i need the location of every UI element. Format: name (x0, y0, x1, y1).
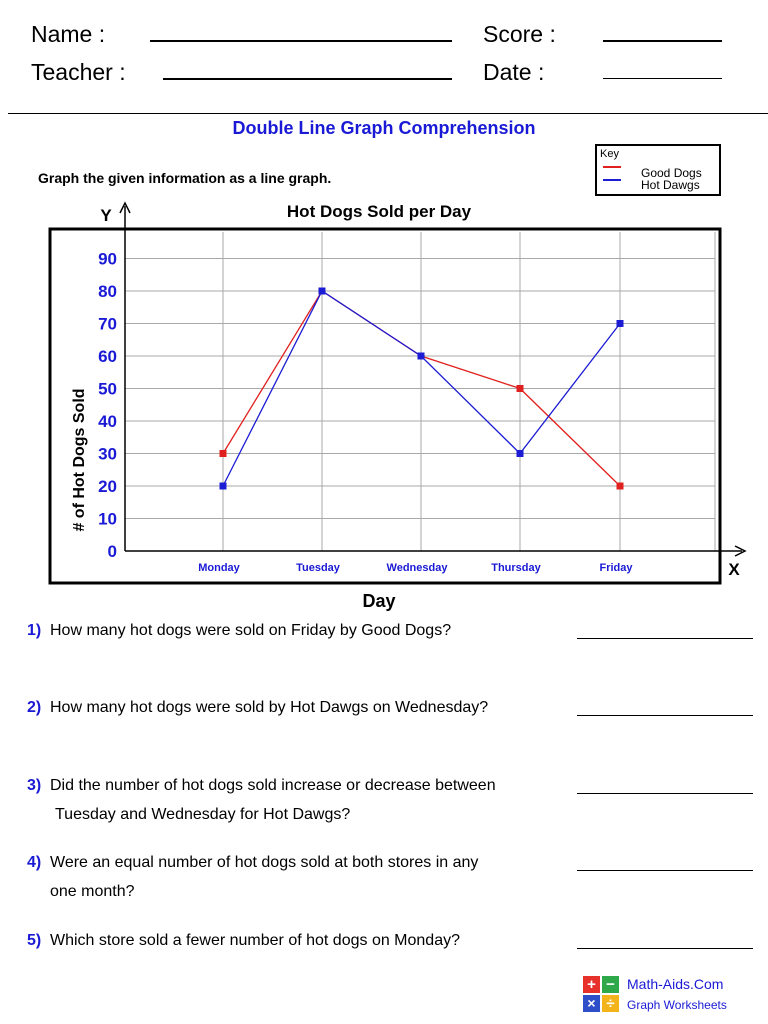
x-tick-label: Friday (599, 562, 633, 574)
x-axis-label: Day (362, 591, 396, 611)
teacher-blank[interactable] (163, 78, 452, 80)
chart-title: Hot Dogs Sold per Day (286, 202, 472, 221)
legend-swatch-hot-dawgs (603, 179, 621, 181)
answer-blank[interactable] (577, 638, 753, 639)
answer-blank[interactable] (577, 948, 753, 949)
data-point-0-0 (220, 450, 227, 457)
y-tick-label: 60 (98, 347, 117, 366)
y-tick-label: 10 (98, 509, 117, 529)
line-chart (0, 195, 768, 615)
question-text: How many hot dogs were sold by Hot Dawgs on Wednesday? (50, 699, 489, 716)
y-tick-label: 50 (98, 379, 117, 399)
data-point-0-3 (517, 385, 524, 392)
x-tick-label: Thursday (491, 562, 541, 574)
y-tick-label: 40 (98, 412, 117, 431)
header-divider (8, 113, 768, 114)
date-label: Date : (483, 59, 545, 85)
chart-legend (595, 144, 721, 196)
plus-icon: + (583, 976, 600, 993)
question-text: Did the number of hot dogs sold increase or decrease between (50, 777, 496, 794)
question-number: 3) (27, 777, 42, 794)
teacher-label: Teacher : (31, 59, 126, 85)
worksheet-title: Double Line Graph Comprehension (232, 118, 536, 138)
question-number: 4) (27, 854, 42, 871)
score-blank[interactable] (603, 40, 722, 42)
x-tick-label: Wednesday (386, 562, 448, 574)
y-axis-label: # of Hot Dogs Sold (71, 388, 88, 532)
y-axis-letter: Y (100, 206, 112, 225)
y-tick-label: 20 (98, 477, 117, 496)
y-tick-labels (98, 250, 117, 562)
minus-icon: − (602, 976, 619, 993)
data-point-1-4 (617, 320, 624, 327)
question-number: 1) (27, 622, 42, 639)
name-blank[interactable] (150, 40, 452, 42)
data-point-1-2 (418, 353, 425, 360)
score-label: Score : (483, 21, 556, 47)
question-number: 5) (27, 932, 42, 949)
legend-swatch-good-dogs (603, 166, 621, 168)
chart-axes (120, 203, 745, 556)
logo-name[interactable]: Math-Aids.Com (627, 976, 724, 992)
legend-label-hot-dawgs: Hot Dawgs (641, 178, 700, 192)
answer-blank[interactable] (577, 870, 753, 871)
y-tick-label: 80 (98, 282, 117, 301)
answer-blank[interactable] (577, 793, 753, 794)
data-point-1-0 (220, 483, 227, 490)
answer-blank[interactable] (577, 715, 753, 716)
x-tick-labels (198, 562, 633, 574)
divide-icon: ÷ (602, 995, 619, 1012)
x-tick-label: Tuesday (296, 562, 340, 574)
y-tick-label: 0 (107, 542, 117, 561)
logo-tagline: Graph Worksheets (627, 998, 727, 1012)
question-text: one month? (50, 883, 135, 900)
question-number: 2) (27, 699, 42, 716)
y-tick-label: 70 (98, 314, 117, 334)
legend-title: Key (600, 148, 619, 160)
question-text: Which store sold a fewer number of hot dogs on Monday? (50, 932, 460, 949)
times-icon: × (583, 995, 600, 1012)
chart-grid (125, 232, 715, 551)
y-tick-label: 90 (98, 249, 117, 269)
question-text: Were an equal number of hot dogs sold at both stores in any (50, 854, 479, 871)
data-point-1-3 (517, 450, 524, 457)
question-text: Tuesday and Wednesday for Hot Dawgs? (55, 806, 351, 823)
x-axis-letter: X (728, 560, 740, 579)
y-tick-label: 30 (98, 444, 117, 464)
data-point-0-4 (617, 483, 624, 490)
data-point-1-1 (319, 288, 326, 295)
math-aids-logo (583, 976, 621, 1014)
date-blank[interactable] (603, 78, 722, 79)
question-text: How many hot dogs were sold on Friday by Good Dogs? (50, 622, 452, 639)
x-tick-label: Monday (198, 562, 240, 574)
legend-label-good-dogs: Good Dogs (641, 166, 702, 180)
instructions: Graph the given information as a line graph. (38, 170, 332, 186)
name-label: Name : (31, 21, 106, 47)
